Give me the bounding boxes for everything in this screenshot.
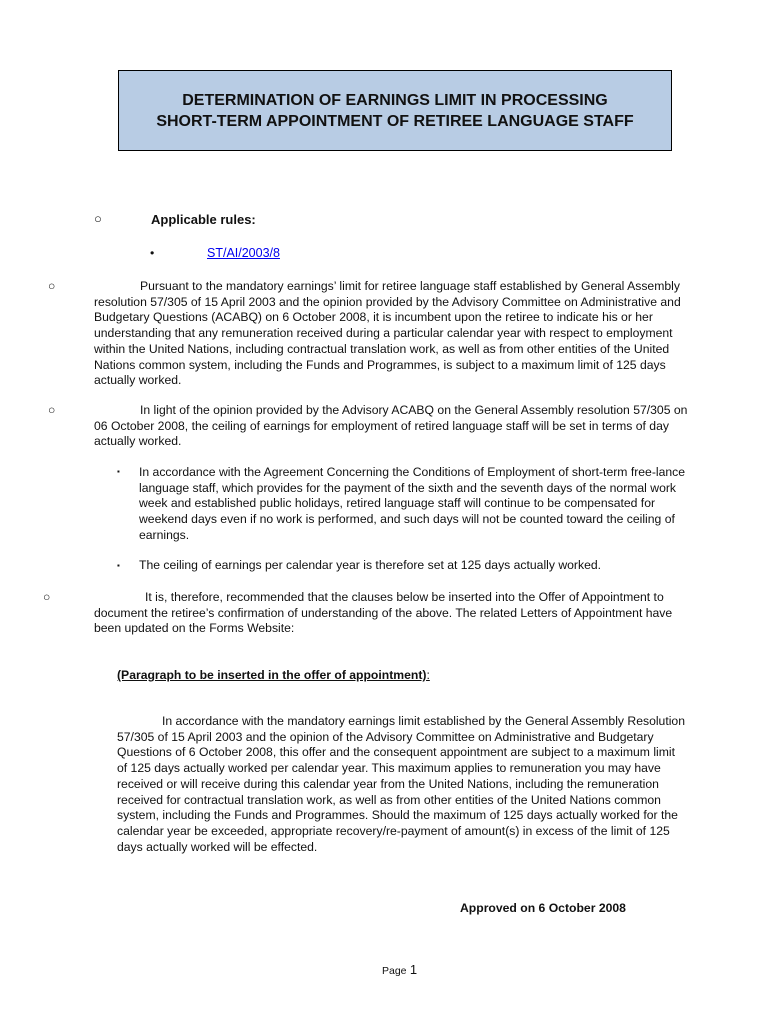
circle-bullet-icon: ○ xyxy=(43,590,51,604)
square-bullet-icon: ▪ xyxy=(117,561,120,570)
applicable-rules-heading: Applicable rules: xyxy=(151,212,256,227)
offer-paragraph: In accordance with the mandatory earnings limit established by the General Assembly Resolution 57/305 of 15 April 2003 and the opinion of the Advisory Committee on Administrative and Budgetary Questions of 6 October 2008, this offer and the consequent appointment are subject to a maximum limit of 125 days actually worked per calendar year. This maximum applies to remuneration you may have received or will receive during this calendar year from the United Nations, including the remuneration received for contractual translation work, as well as from other entities of the United Nations common system, including the Funds and Programmes. Should the maximum of 125 days actually worked for the calendar year be exceeded, appropriate recovery/re-payment of amount(s) in excess of the limit of 125 days actually worked will be effected. xyxy=(117,714,685,854)
offer-heading-suffix: : xyxy=(426,668,430,682)
circle-bullet-icon: ○ xyxy=(48,403,56,417)
paragraph-2 xyxy=(48,403,700,450)
rule-link-st-ai-2003-8[interactable]: ST/AI/2003/8 xyxy=(207,246,280,260)
sub-paragraph-2: The ceiling of earnings per calendar year is therefore set at 125 days actually worked. xyxy=(139,558,602,572)
page-number: 1 xyxy=(409,962,418,977)
sub-paragraph-1: In accordance with the Agreement Concerning the Conditions of Employment of short-term free-lance language staff, which provides for the payment of the sixth and the seventh days of the normal work week and established public holidays, retired language staff will continue to be compensated for weekend days even if no work is performed, and such days will not be counted toward the ceiling of earnings. xyxy=(139,465,686,542)
paragraph-1 xyxy=(48,279,700,389)
title-box xyxy=(118,70,672,151)
page-label: Page xyxy=(382,965,407,977)
offer-heading-text: (Paragraph to be inserted in the offer of appointment) xyxy=(117,668,427,682)
paragraph-2-text: In light of the opinion provided by the Advisory ACABQ on the General Assembly resolution 57/305 on 06 October 2008, the ceiling of earnings for employment of retired language staff will be set in terms of day actually worked. xyxy=(94,403,688,449)
paragraph-3 xyxy=(43,590,700,637)
dot-bullet-icon: • xyxy=(150,246,155,260)
square-bullet-icon: ▪ xyxy=(117,467,120,476)
title-line-2: SHORT-TERM APPOINTMENT OF RETIREE LANGUAGE STAFF xyxy=(156,112,634,130)
approval-date: Approved on 6 October 2008 xyxy=(460,901,626,915)
paragraph-1-text: Pursuant to the mandatory earnings’ limit for retiree language staff established by General Assembly resolution 57/305 of 15 April 2003 and the opinion provided by the Advisory Committee on Administrative and Budgetary Questions (ACABQ) on 6 October 2008, it is incumbent upon the retiree to indicate his or her understanding that any remuneration received during a particular calendar year with respect to employment within the United Nations, including contractual translation work, as well as from other entities of the United Nations common system, including the Funds and Programmes, is subject to a maximum limit of 125 days actually worked. xyxy=(94,279,681,388)
page-footer xyxy=(382,962,417,977)
title-line-1: DETERMINATION OF EARNINGS LIMIT IN PROCESSING xyxy=(182,91,608,109)
paragraph-3-text: It is, therefore, recommended that the clauses below be inserted into the Offer of Appointment to document the retiree’s confirmation of understanding of the above. The related Letters of Appointment have been updated on the Forms Website: xyxy=(94,590,673,636)
circle-bullet-icon: ○ xyxy=(94,211,102,226)
offer-heading xyxy=(117,668,430,682)
circle-bullet-icon: ○ xyxy=(48,279,56,293)
